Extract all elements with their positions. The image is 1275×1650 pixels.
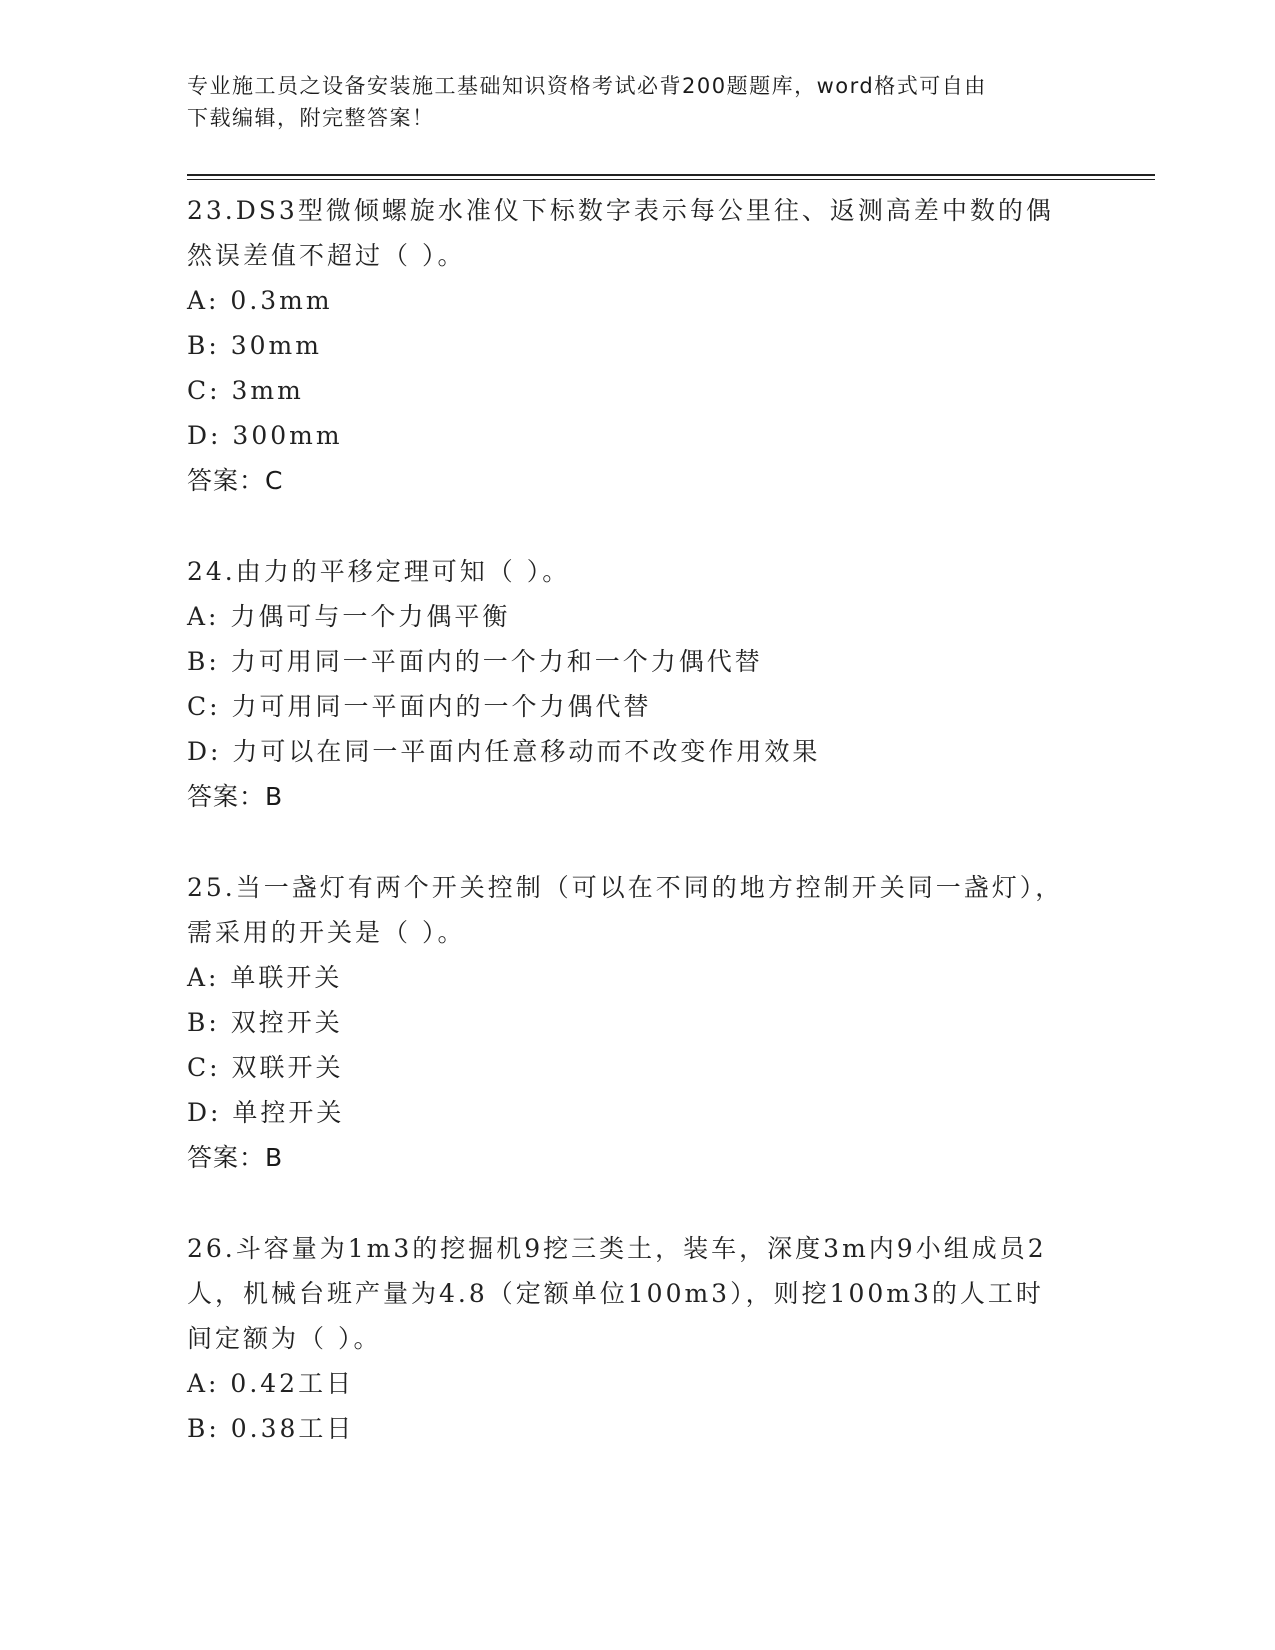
option-d: D: 力可以在同一平面内任意移动而不改变作用效果 bbox=[187, 737, 821, 766]
option-c: C: 力可用同一平面内的一个力偶代替 bbox=[187, 692, 652, 721]
question-26 bbox=[187, 1226, 1147, 1451]
option-a: A: 单联开关 bbox=[187, 963, 343, 992]
spacer bbox=[187, 1180, 1147, 1226]
header-line-1: 专业施工员之设备安装施工基础知识资格考试必背200题题库，word格式可自由 bbox=[187, 74, 987, 98]
header-divider bbox=[187, 174, 1155, 180]
header-line-2: 下载编辑，附完整答案！ bbox=[187, 106, 435, 130]
answer: 答案：B bbox=[187, 782, 284, 811]
answer: 答案：C bbox=[187, 466, 284, 495]
option-d: D: 300mm bbox=[187, 421, 343, 450]
document-page bbox=[187, 70, 1147, 1451]
question-stem: 25.当一盏灯有两个开关控制（可以在不同的地方控制开关同一盏灯），需采用的开关是（ ）。 bbox=[187, 873, 1064, 947]
option-b: B: 30mm bbox=[187, 331, 322, 360]
question-25 bbox=[187, 865, 1147, 1180]
question-stem: 24.由力的平移定理可知（ ）。 bbox=[187, 557, 571, 586]
option-a: A: 力偶可与一个力偶平衡 bbox=[187, 602, 511, 631]
spacer bbox=[187, 819, 1147, 865]
question-stem: 26.斗容量为1m3的挖掘机9挖三类土，装车，深度3m内9小组成员2人，机械台班产量为4.8（定额单位100m3），则挖100m3的人工时间定额为（ ）。 bbox=[187, 1234, 1047, 1353]
document-header bbox=[187, 70, 1147, 134]
option-a: A: 0.3mm bbox=[187, 286, 333, 315]
question-24 bbox=[187, 549, 1147, 819]
spacer bbox=[187, 503, 1147, 549]
option-c: C: 双联开关 bbox=[187, 1053, 344, 1082]
option-a: A: 0.42工日 bbox=[187, 1369, 355, 1398]
option-b: B: 力可用同一平面内的一个力和一个力偶代替 bbox=[187, 647, 763, 676]
option-b: B: 双控开关 bbox=[187, 1008, 343, 1037]
question-stem: 23.DS3型微倾螺旋水准仪下标数字表示每公里往、返测高差中数的偶然误差值不超过（ ）。 bbox=[187, 196, 1054, 270]
answer: 答案：B bbox=[187, 1143, 284, 1172]
option-d: D: 单控开关 bbox=[187, 1098, 345, 1127]
option-c: C: 3mm bbox=[187, 376, 304, 405]
question-23 bbox=[187, 188, 1147, 503]
option-b: B: 0.38工日 bbox=[187, 1414, 355, 1443]
